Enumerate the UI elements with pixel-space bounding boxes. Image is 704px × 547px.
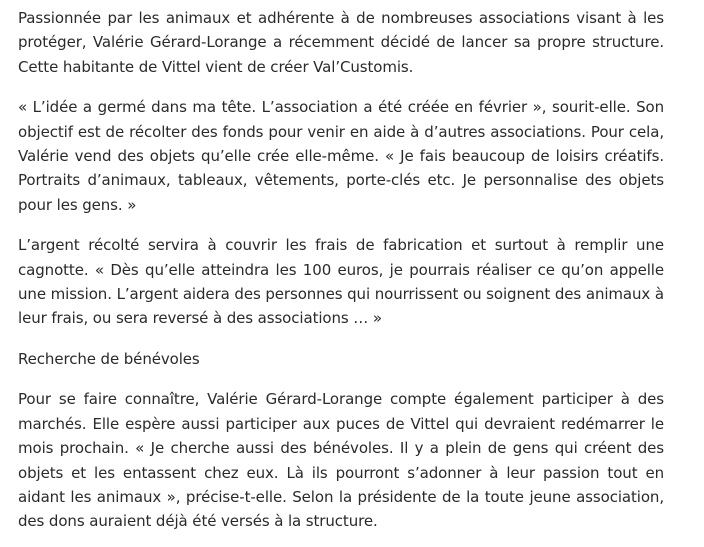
article-paragraph: Pour se faire connaître, Valérie Gérard-Lorange compte également participer à des marchés. Elle espère aussi participer aux puces de Vittel qui devraient redémarrer le mois prochain. « Je cherche aussi des bénévoles. Il y a plein de gens qui créent des objets et les entassent chez eux. Là ils pourront s’adonner à leur passion tout en aidant les animaux », précise-t-elle. Selon la présidente de la toute jeune association, des dons auraient déjà été versés à la structure. (18, 390, 664, 531)
article-paragraph: Passionnée par les animaux et adhérente à de nombreuses associations visant à les protéger, Valérie Gérard-Lorange a récemment décidé de lancer sa propre structure. Cette habitante de Vittel vient de créer Val’Customis. (18, 9, 664, 76)
article-paragraph: « L’idée a germé dans ma tête. L’association a été créée en février », sourit-elle. Son objectif est de récolter des fonds pour venir en aide à d’autres associations. Pour cela, Valérie vend des objets qu’elle crée elle-même. « Je fais beaucoup de loisirs créatifs. Portraits d’animaux, tableaux, vêtements, porte-clés etc. Je personnalise des objets pour les gens. » (18, 98, 664, 214)
section-subheading: Recherche de bénévoles (18, 349, 200, 368)
article-paragraph: L’argent récolté servira à couvrir les frais de fabrication et surtout à remplir une cagnotte. « Dès qu’elle atteindra les 100 euros, je pourrais réaliser ce qu’on appelle une mission. L’argent aidera des personnes qui nourrissent ou soignent des animaux à leur frais, ou sera reversé à des associations … » (18, 236, 664, 328)
